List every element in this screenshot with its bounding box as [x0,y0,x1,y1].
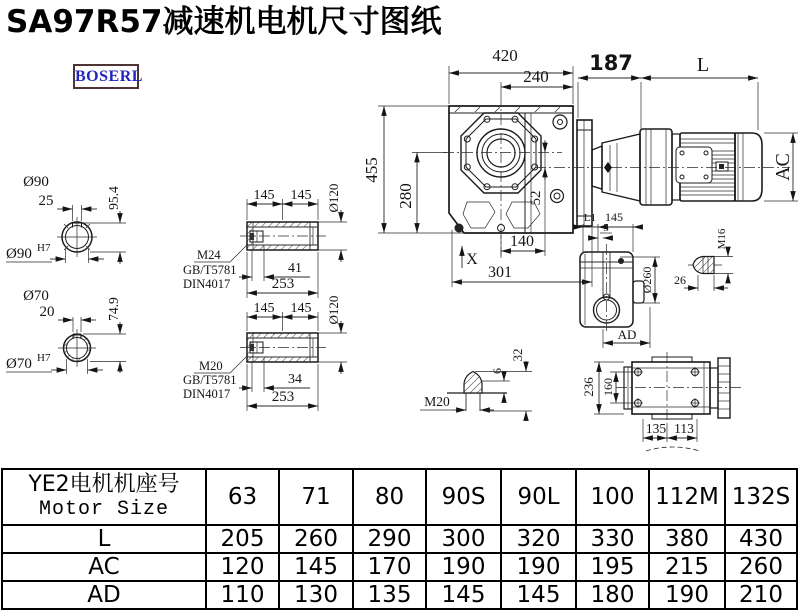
dim-side-half: 145 [605,210,623,224]
table-row-AC [2,553,797,581]
dimension-table [1,468,798,610]
brand-logo: BOSERL [73,64,139,89]
label-std1-bot: GB/T5781 [183,373,237,387]
table-header-row [2,469,797,525]
position-mark: X [466,251,478,268]
cell: 190 [426,553,501,581]
dim-bottom-w2: 113 [674,421,694,436]
dim-key-width-70: 20 [39,304,55,320]
label-std2-top: DIN4017 [183,277,231,291]
cell: 180 [576,581,649,609]
col-100: 100 [576,469,649,525]
label-dia-70: Ø70 [23,288,49,304]
sleeve-bottom-view [183,296,347,411]
cell: 190 [501,553,576,581]
dim-key-width-90: 25 [38,193,54,209]
cell: 135 [353,581,426,609]
dim-motor-frame: AC [772,153,794,181]
dim-key-height-70: 74.9 [106,297,121,321]
label-dia-90: Ø90 [23,174,49,190]
col-112m: 112M [649,469,725,525]
label-fit-70: Ø70 [6,356,32,372]
cell: 330 [576,525,649,553]
dim-side-ad: AD [617,327,637,342]
cell: 290 [353,525,426,553]
dim-plug-len: 26 [674,273,686,287]
row-label-L: L [2,525,206,553]
label-plug-thread: M16 [716,228,728,250]
cell: 190 [649,581,725,609]
table-row-L [2,525,797,553]
cell: 110 [206,581,279,609]
dim-half-width: 240 [523,67,549,86]
dim-sleeve-bot-l2: 145 [290,301,312,316]
flange-side-view [575,210,660,348]
label-fit-90: Ø90 [6,246,32,262]
dim-key-height-90: 95.4 [106,186,121,210]
dim-sleeve-top-l2: 145 [290,188,312,203]
col-80: 80 [353,469,426,525]
row-label-AC: AC [2,553,206,581]
col-63: 63 [206,469,279,525]
cell: 215 [649,553,725,581]
motor-size-header-cn: YE2电机机座号 [28,472,180,497]
label-screw-m20: M20 [199,359,223,373]
cell: 145 [501,581,576,609]
dim-bolt-span: 160 [601,378,615,396]
row-label-AD: AD [2,581,206,609]
label-screw-m24: M24 [197,248,221,262]
bottom-view [581,352,742,451]
cell: 260 [279,525,353,553]
label-tol-70: H7 [37,352,51,364]
cell: 145 [426,581,501,609]
col-90l: 90L [501,469,576,525]
dim-sleeve-top-total: 253 [271,276,295,292]
cell: 195 [576,553,649,581]
dim-side-offset: 5 [603,222,609,234]
cell: 205 [206,525,279,553]
dim-axis-height: 280 [396,183,415,209]
dim-side-od: Ø260 [640,266,654,294]
dim-sleeve-bot-od: Ø120 [326,295,341,325]
dim-motor-length: L [696,54,710,76]
cell: 170 [353,553,426,581]
dim-flange-length: 187 [589,51,633,75]
cell: 300 [426,525,501,553]
cell: 130 [279,581,353,609]
dim-foot-offset: 140 [510,233,534,250]
dim-side-l1: L1 [583,212,597,224]
bore-view-70 [6,288,126,374]
dim-screw-len: 32 [510,348,525,362]
cell: 145 [279,553,353,581]
dim-sleeve-bot-l1: 145 [253,301,275,316]
cell: 120 [206,553,279,581]
dim-sleeve-bot-total: 253 [271,389,295,405]
cell: 430 [725,525,797,553]
col-71: 71 [279,469,353,525]
dim-total-height: 455 [362,157,381,183]
drain-plug [455,224,464,233]
label-tol-90: H7 [37,242,51,254]
dim-bottom-depth: 236 [581,377,596,397]
dim-bottom-w1: 135 [645,421,667,436]
motor-size-header [2,469,206,525]
table-row-AD [2,581,797,609]
cell: 380 [649,525,725,553]
motor-size-header-en: Motor Size [38,498,170,521]
dim-screw-tip: 6 [490,368,504,374]
plug-detail [674,228,733,291]
bore-view-90 [6,174,126,264]
label-std1-top: GB/T5781 [183,263,237,277]
dim-total-width: 420 [492,46,518,65]
sleeve-top-view [183,184,347,298]
label-std2-bot: DIN4017 [183,387,231,401]
col-132s: 132S [725,469,797,525]
cell: 260 [725,553,797,581]
front-view-dimensions [362,46,592,287]
dim-sleeve-top-od: Ø120 [326,183,341,213]
screw-detail [420,349,532,422]
cell: 210 [725,581,797,609]
dim-sleeve-bot-engage: 34 [288,372,302,387]
dim-sleeve-top-l1: 145 [253,188,275,203]
front-view [443,95,573,258]
cell: 320 [501,525,576,553]
dim-sleeve-top-engage: 41 [288,261,302,276]
page-title: SA97R57减速机电机尺寸图纸 [6,4,442,40]
col-90s: 90S [426,469,501,525]
dim-axis-offset: 52 [528,190,544,206]
label-screw-thread: M20 [424,394,450,409]
dim-base-length: 301 [488,264,512,281]
